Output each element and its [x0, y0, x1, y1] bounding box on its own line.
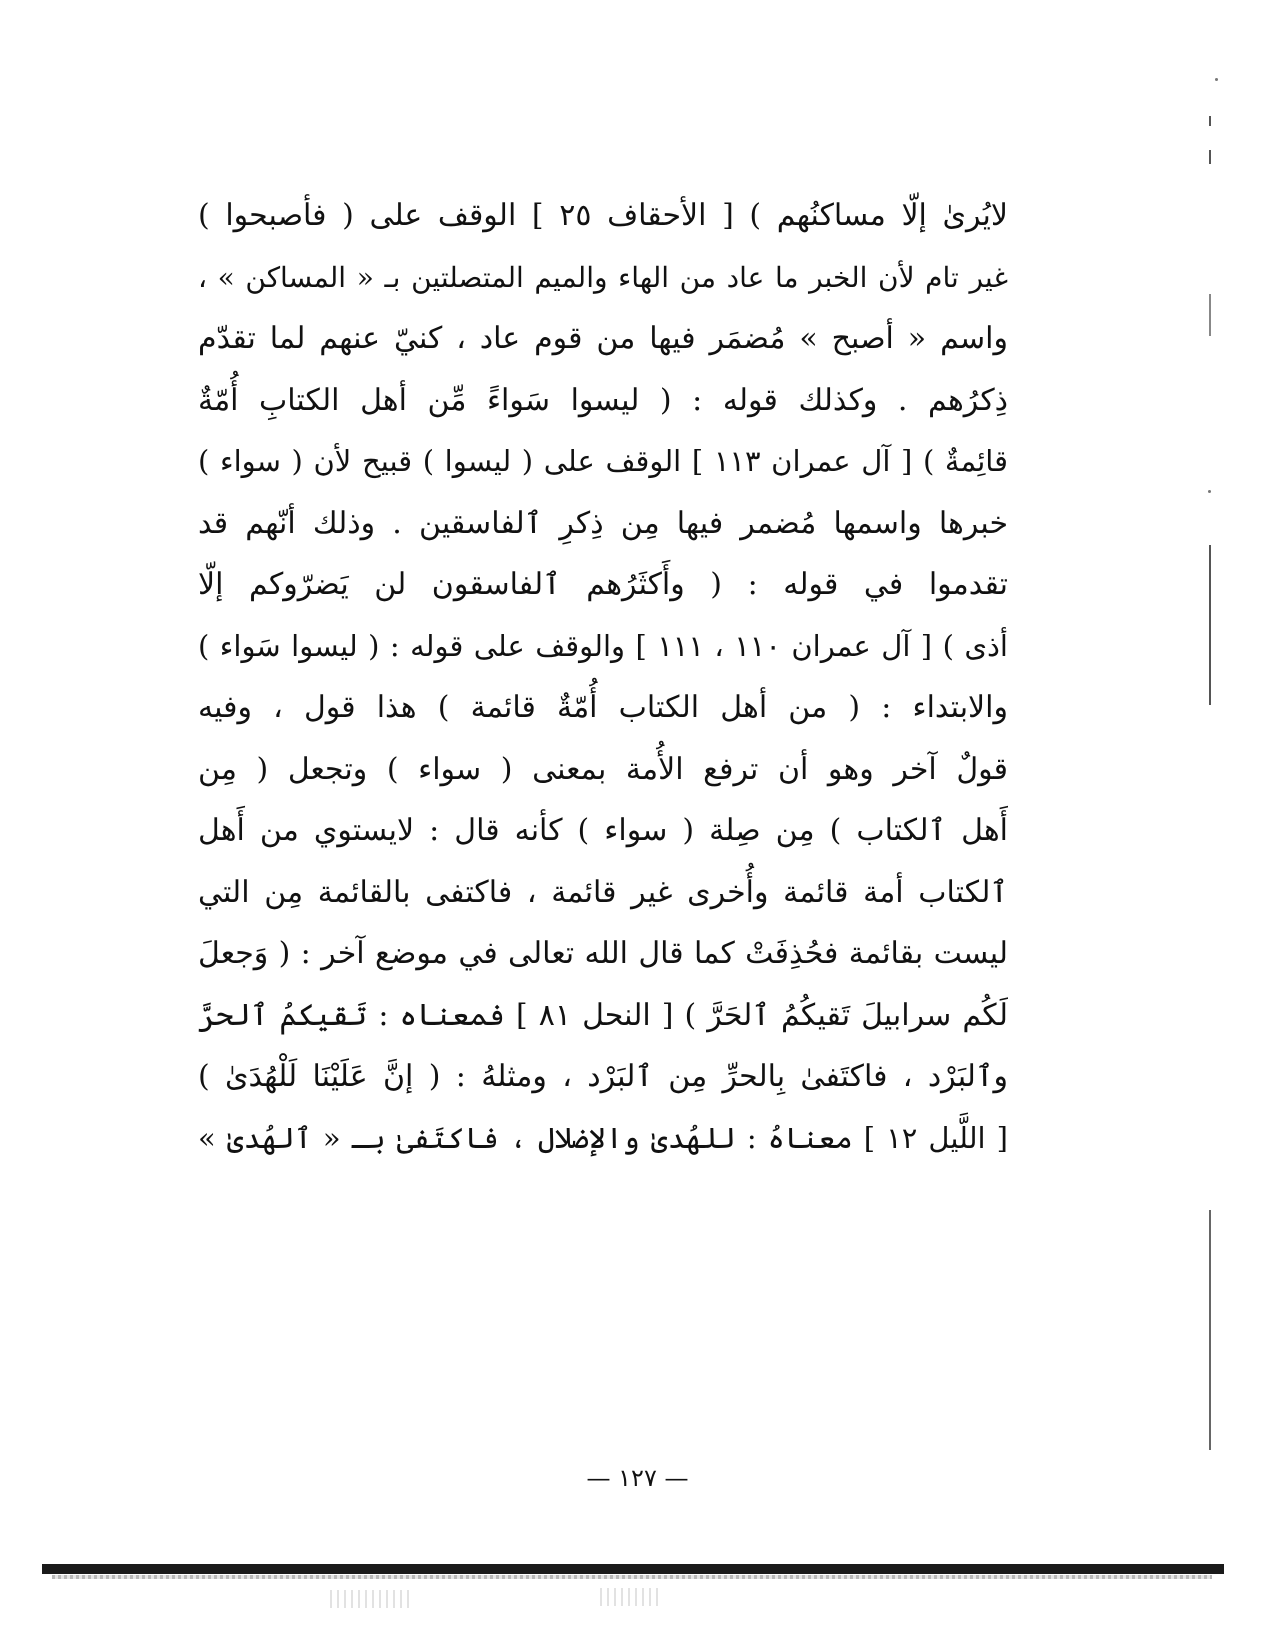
scan-speck	[1215, 78, 1218, 81]
scan-edge-shadow	[52, 1575, 1212, 1579]
text-line-2: غير تام لأن الخبر ما عاد من الهاء والميم المتصلتين بـ « المساكن » ،	[198, 260, 1008, 294]
body-text	[198, 185, 1008, 1169]
text-line-13: ليست بقائمة فحُذِفَتْ كما قال الله تعالى في موضع آخر : ( وَجعلَ	[198, 936, 1008, 971]
text-line-11: أَهل ٱلكتاب ) مِن صِلة ( سواء ) كأنه قال : لايستوي من أَهل	[198, 813, 1008, 848]
scan-noise	[330, 1590, 410, 1608]
margin-scan-mark	[1209, 294, 1211, 336]
text-line-8: أذى ) [ آل عمران ١١٠ ، ١١١ ] والوقف على قوله : ( ليسوا سَواء )	[198, 628, 1008, 663]
text-line-9: والابتداء : ( من أهل الكتاب أُمّةٌ قائمة ) هذا قول ، وفيه	[198, 690, 1008, 725]
text-line-5: قائِمةٌ ) [ آل عمران ١١٣ ] الوقف على ( ليسوا ) قبيح لأن ( سواء )	[198, 444, 1008, 478]
text-line-12: ٱلكتاب أمة قائمة وأُخرى غير قائمة ، فاكتفى بالقائمة مِن التي	[198, 874, 1008, 910]
text-line-6: خبرها واسمها مُضمر فيها مِن ذِكرِ ٱلفاسقين . وذلك أنّهم قد	[198, 505, 1008, 541]
text-line-15: وٱلبَرْد ، فاكتَفىٰ بِالحرِّ مِن ٱلبَرْد ، ومثلهُ : ( إنَّ عَلَيْنَا لَلْهُدَىٰ )	[198, 1059, 1008, 1094]
scan-noise	[600, 1588, 660, 1606]
text-line-16: [ اللَّيل ١٢ ] معناهُ : للهُدىٰ والإضلال ، فاكتَفىٰ بـ « ٱلهُدىٰ »	[198, 1120, 1008, 1155]
margin-scan-mark	[1209, 116, 1211, 126]
margin-scan-mark	[1209, 545, 1211, 705]
text-line-10: قولٌ آخر وهو أن ترفع الأُمة بمعنى ( سواء ) وتجعل ( مِن	[198, 751, 1008, 787]
text-line-7: تقدموا في قوله : ( وأَكثَرُهم ٱلفاسقون لن يَضرّوكم إلّا	[198, 567, 1008, 602]
scan-speck	[1208, 490, 1211, 493]
text-line-1: لايُرىٰ إلّا مساكنُهم ) [ الأحقاف ٢٥ ] الوقف على ( فأصبحوا )	[198, 198, 1008, 233]
scan-edge-bar	[42, 1564, 1224, 1574]
text-line-4: ذِكرُهم . وكذلك قوله : ( ليسوا سَواءً مِّن أهل الكتابِ أُمّةٌ	[198, 382, 1008, 418]
page-number: — ١٢٧ —	[586, 1464, 689, 1492]
text-line-14: لَكُم سرابيلَ تَقيكُمُ ٱلحَرَّ ) [ النحل ٨١ ] فمعناه : تَقيكمُ ٱلحرَّ	[198, 997, 1008, 1033]
margin-scan-mark	[1209, 150, 1211, 164]
margin-scan-mark	[1209, 1210, 1211, 1450]
text-line-3: واسم « أصبح » مُضمَر فيها من قوم عاد ، كنيّ عنهم لما تقدّم	[198, 321, 1008, 356]
